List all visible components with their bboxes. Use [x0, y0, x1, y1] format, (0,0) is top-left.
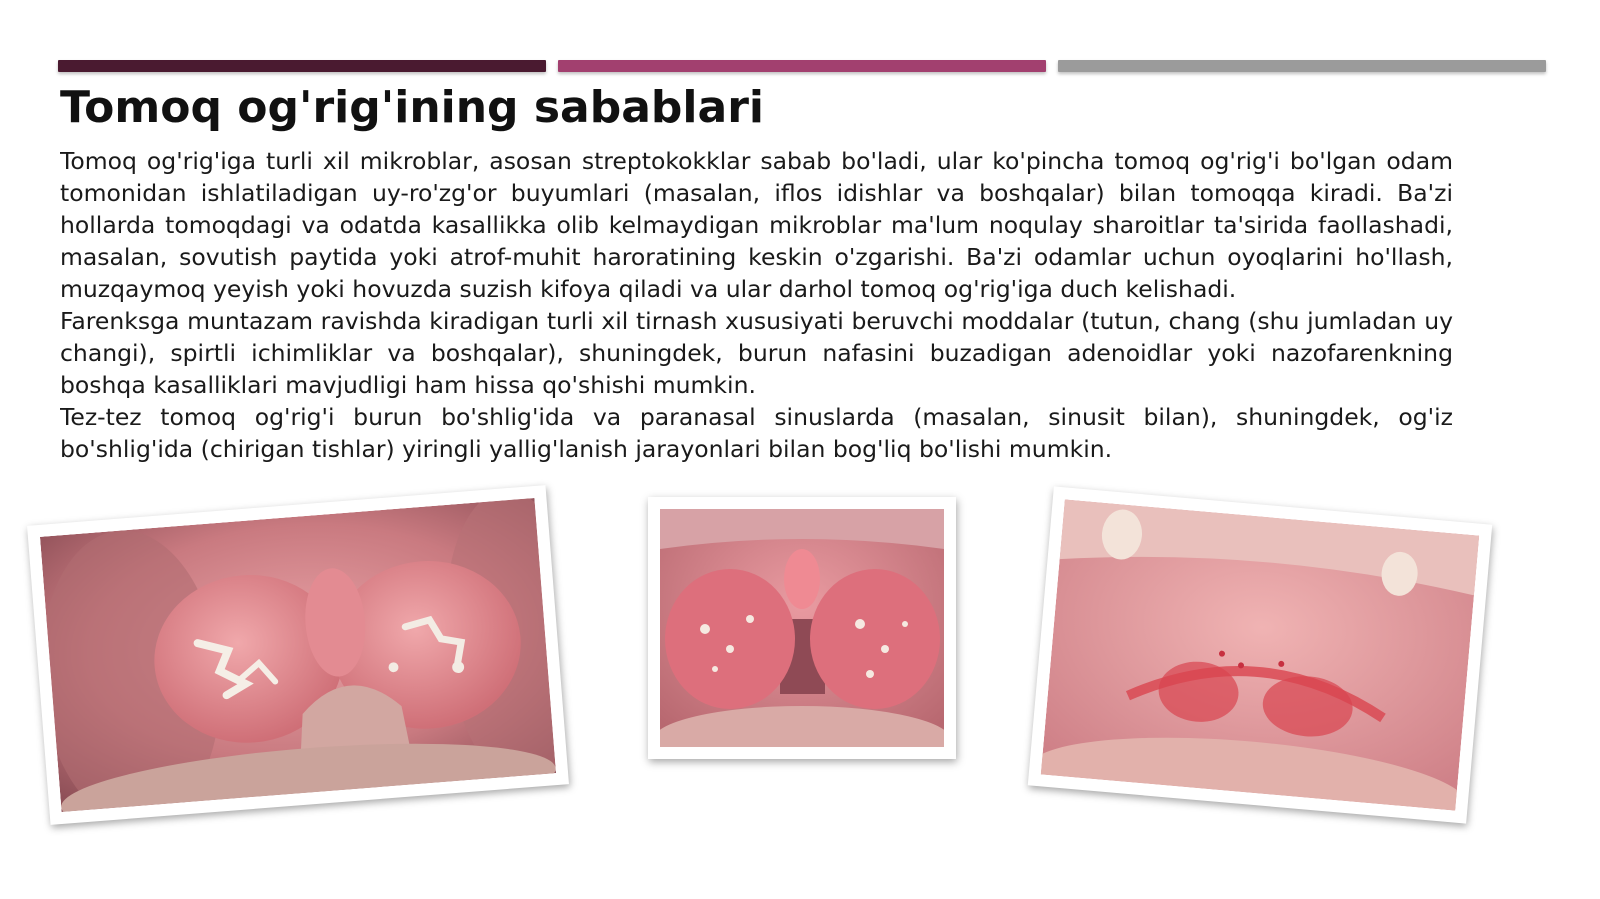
slide-title: Tomoq og'rig'ining sabablari [60, 82, 764, 133]
accent-bar-dark [58, 60, 546, 72]
throat-image-1 [40, 498, 556, 812]
accent-bar-gray [1058, 60, 1546, 72]
throat-photo-2 [648, 497, 956, 759]
throat-photo-3 [1028, 486, 1492, 823]
paragraph-causes: Tomoq og'rig'iga turli xil mikroblar, asosan streptokokklar sabab bo'ladi, ular ko'pincha tomoq og'rig'i bo'lgan odam tomonidan ishlatiladigan uy-ro'zg'or buyumlari (masalan, iflos idishlar va boshqalar) bilan tomoqqa kiradi. Ba'zi hollarda tomoqdagi va odatda kasallikka olib kelmaydigan mikroblar ma'lum noqulay sharoitlar ta'sirida faollashadi, masalan, sovutish paytida yoki atrof-muhit haroratining keskin o'zgarishi. Ba'zi odamlar uchun oyoqlarini ho'llash, muzqaymoq yeyish yoki hovuzda suzish kifoya qiladi va ular darhol tomoq og'rig'iga duch kelishadi. [60, 147, 1453, 303]
slide-body [60, 145, 1453, 491]
paragraph-irritants: Farenksga muntazam ravishda kiradigan turli xil tirnash xususiyati beruvchi moddalar (tutun, chang (shu jumladan uy changi), spirtli ichimliklar va boshqalar), shuningdek, burun nafasini buzadigan adenoidlar yoki nazofarenkning boshqa kasalliklari mavjudligi ham hissa qo'shishi mumkin. [60, 307, 1453, 399]
throat-image-2 [660, 509, 944, 747]
throat-photo-1 [27, 485, 569, 825]
throat-image-3 [1041, 499, 1479, 810]
accent-bar-magenta [558, 60, 1046, 72]
paragraph-infections: Tez-tez tomoq og'rig'i burun bo'shlig'ida va paranasal sinuslarda (masalan, sinusit bilan), shuningdek, og'iz bo'shlig'ida (chirigan tishlar) yiringli yallig'lanish jarayonlari bilan bog'liq bo'lishi mumkin. [60, 403, 1453, 463]
